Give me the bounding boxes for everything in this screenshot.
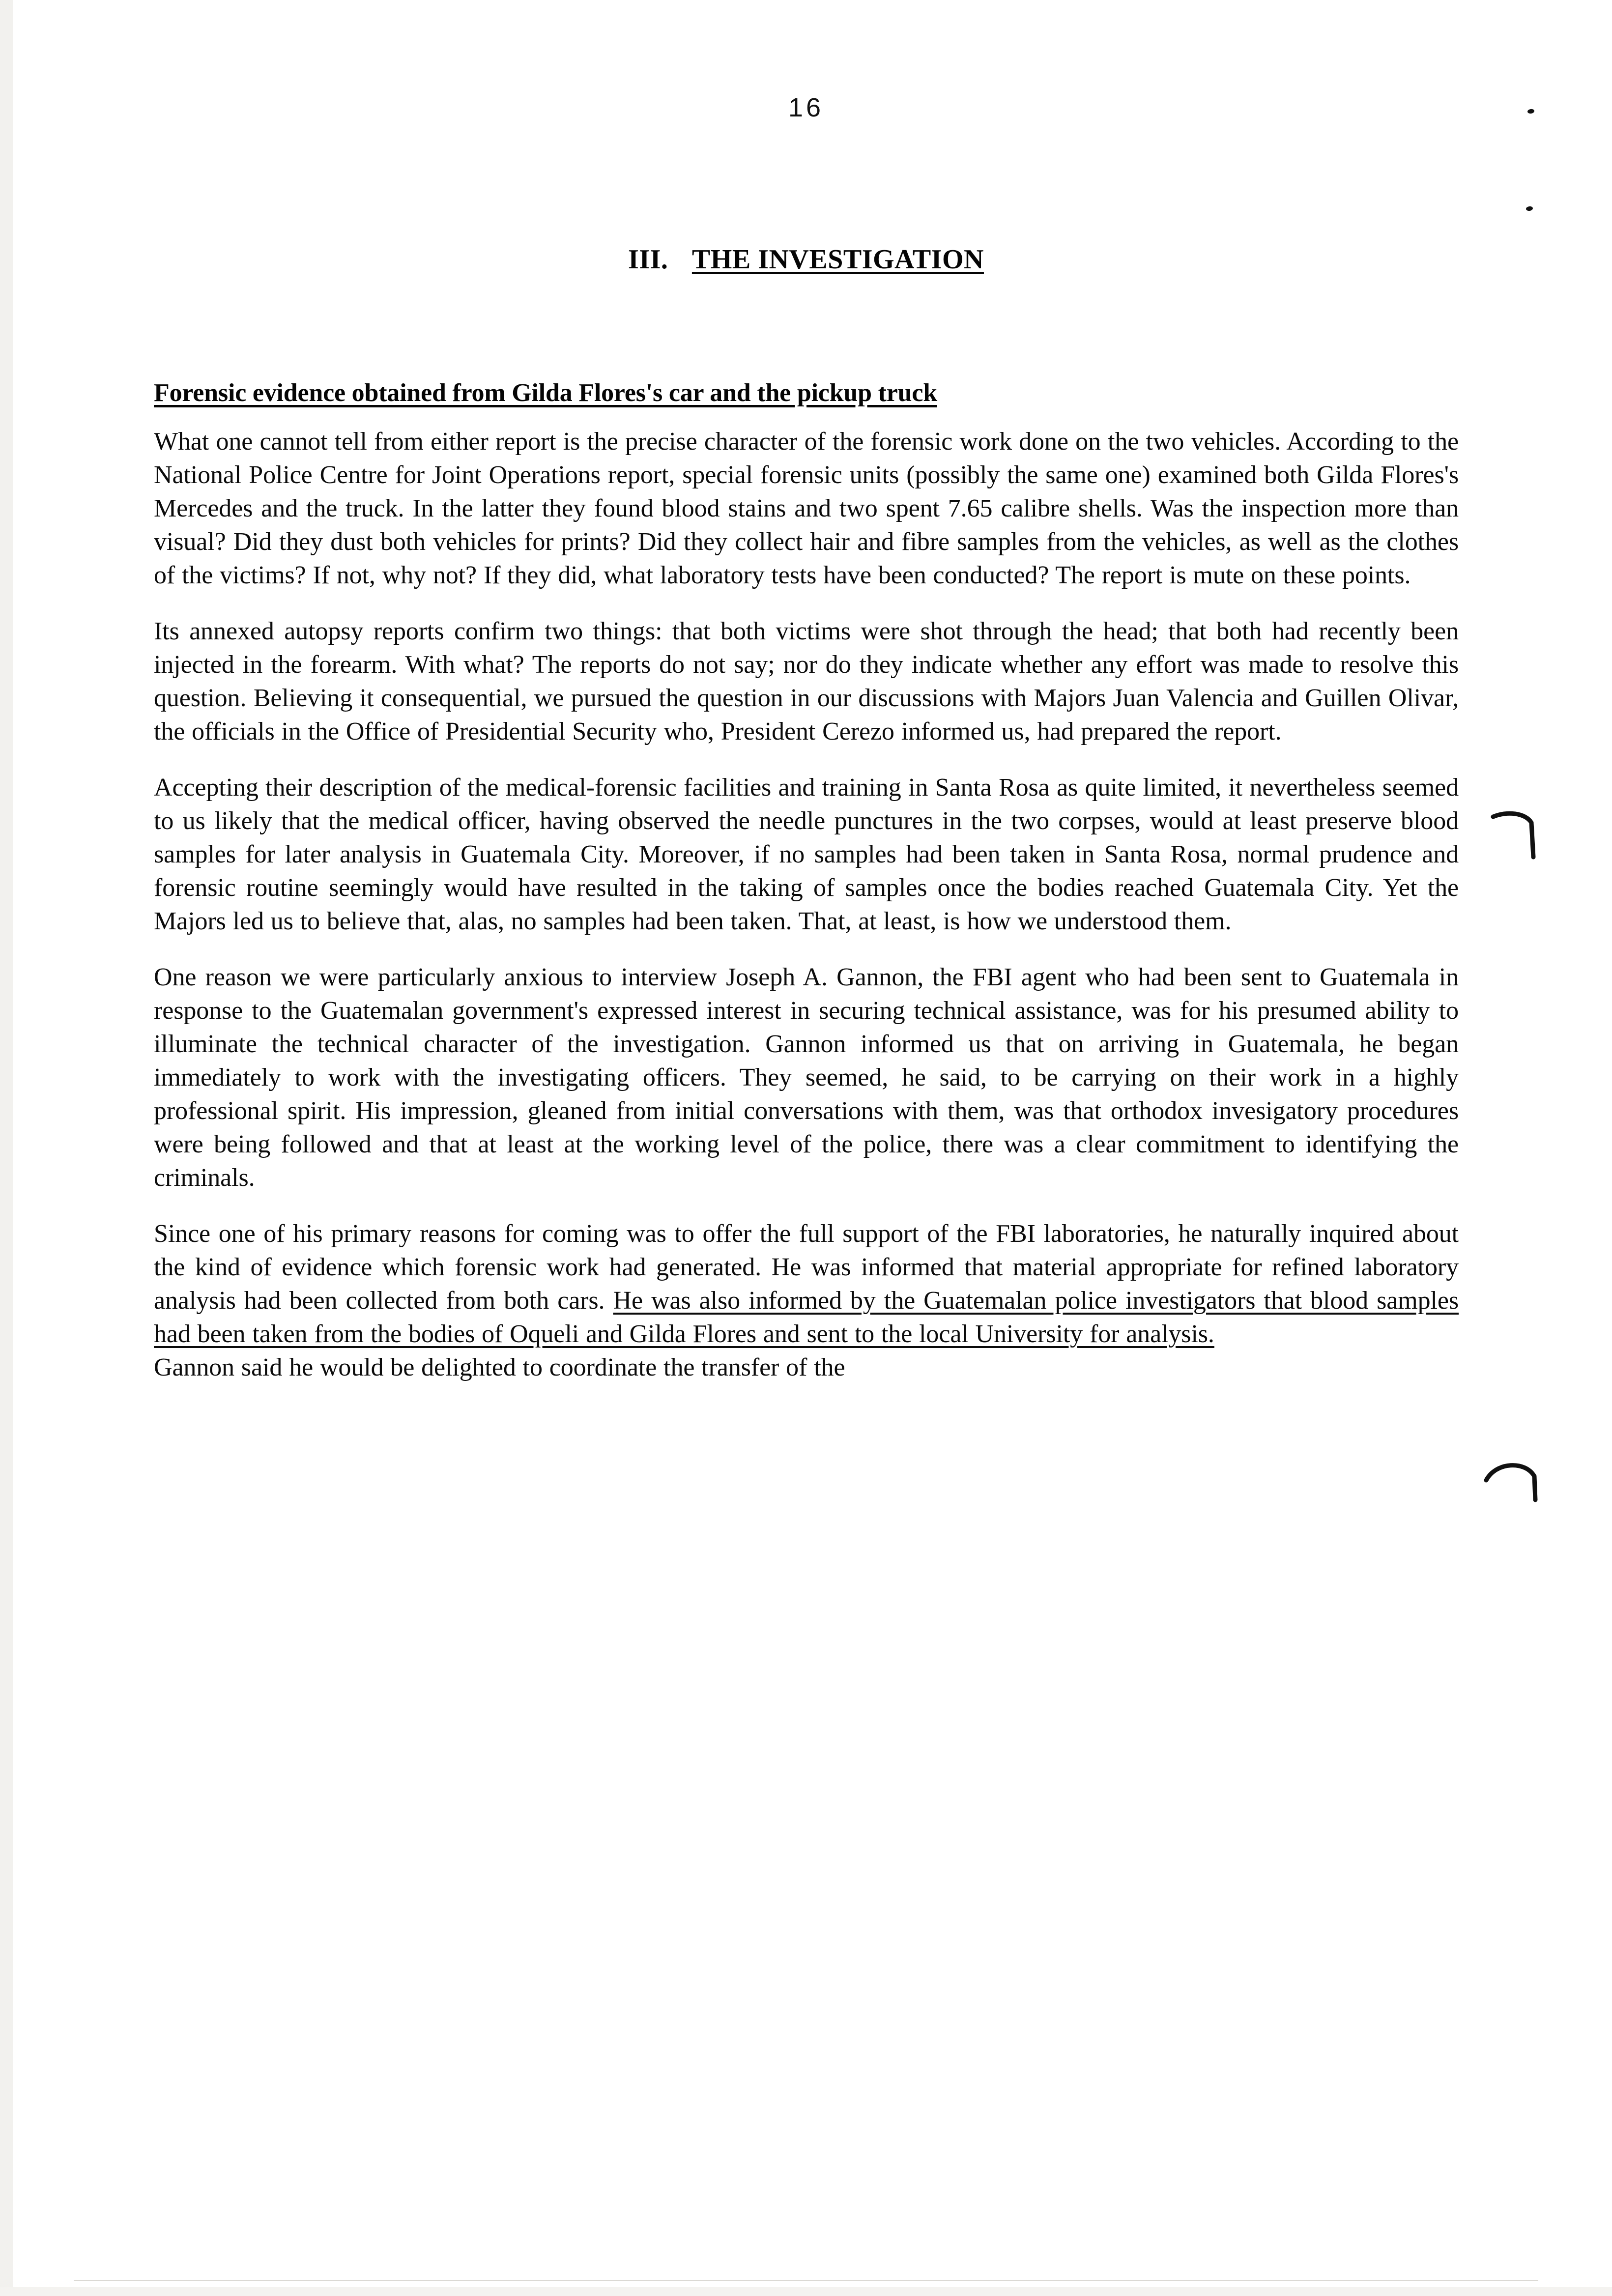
paragraph-fbi-lead-text: Since one of his primary reasons for coming was to offer the full support of the FBI laboratories, he naturally inquired about the kind of evidence which forensic work had generated. He was informed that material appropriate for refined laboratory analysis had been collected from both cars. — [154, 1220, 1459, 1315]
scan-edge-artifact-left — [0, 0, 13, 2296]
hand-drawn-arc-icon-lower — [1483, 1459, 1542, 1515]
underlined-passage-blood-samples: He was also informed by the Guatemalan police investigators that blood samples had been taken from the bodies of Oqueli and Gilda Flores and sent to the local University for analysis. — [154, 1287, 1459, 1348]
hand-drawn-arc-icon-upper — [1490, 810, 1544, 876]
scan-bottom-rule — [74, 2280, 1538, 2281]
paragraph-gannon-interview: One reason we were particularly anxious to interview Joseph A. Gannon, the FBI agent who had been sent to Guatemala in response to the Guatemalan government's expressed interest in securing technical assistance, was for his presumed ability to illuminate the technical character of the investigation. Gannon informed us that on arriving in Guatemala, he began immediately to work with the investigating officers. They seemed, he said, to be carrying on their work in a highly professional spirit. His impression, gleaned from initial conversations with them, was that orthodox invesigatory procedures were being followed and that at least at the working level of the police, there was a clear commitment to identifying the criminals. — [154, 963, 1459, 1192]
page-number: 16 — [788, 93, 824, 122]
paragraph-forensic-work: What one cannot tell from either report is the precise character of the forensic work done on the two vehicles. According to the National Police Centre for Joint Operations report, special forensic units (possibly the same one) examined both Gilda Flores's Mercedes and the truck. In the latter they found blood stains and two spent 7.65 calibre shells. Was the inspection more than visual? Did they dust both vehicles for prints? Did they collect hair and fibre samples from the vehicles, as well as the clothes of the victims? If not, why not? If they did, what laboratory tests have been conducted? The report is mute on these points. — [154, 428, 1459, 589]
document-body — [154, 378, 1459, 1384]
paragraph-autopsy-reports: Its annexed autopsy reports confirm two things: that both victims were shot through the head; that both had recently been injected in the forearm. With what? The reports do not say; nor do they indicate whether any effort was made to resolve this question. Believing it consequential, we pursued the question in our discussions with Majors Juan Valencia and Guillen Olivar, the officials in the Office of Presidential Security who, President Cerezo informed us, had prepared the report. — [154, 617, 1459, 746]
ink-dot-icon-second — [1526, 206, 1533, 211]
paragraph-fbi-laboratories — [154, 1217, 1459, 1351]
paragraph-gannon-transfer: Gannon said he would be delighted to coordinate the transfer of the — [154, 1353, 845, 1381]
section-title: THE INVESTIGATION — [691, 244, 984, 275]
section-numeral: III. — [628, 244, 668, 275]
section-heading — [0, 244, 1612, 275]
paragraph-medical-forensic-facilities: Accepting their description of the medical-forensic facilities and training in Santa Rosa as quite limited, it nevertheless seemed to us likely that the medical officer, having observed the needle punctures in the two corpses, would at least preserve blood samples for later analysis in Guatemala City. Moreover, if no samples had been taken in Santa Rosa, normal prudence and forensic routine seemingly would have resulted in the taking of samples once the bodies reached Guatemala City. Yet the Majors led us to believe that, alas, no samples had been taken. That, at least, is how we understood them. — [154, 774, 1459, 935]
scan-edge-artifact-bottom — [0, 2287, 1612, 2296]
subsection-heading: Forensic evidence obtained from Gilda Flores's car and the pickup truck — [154, 379, 937, 407]
